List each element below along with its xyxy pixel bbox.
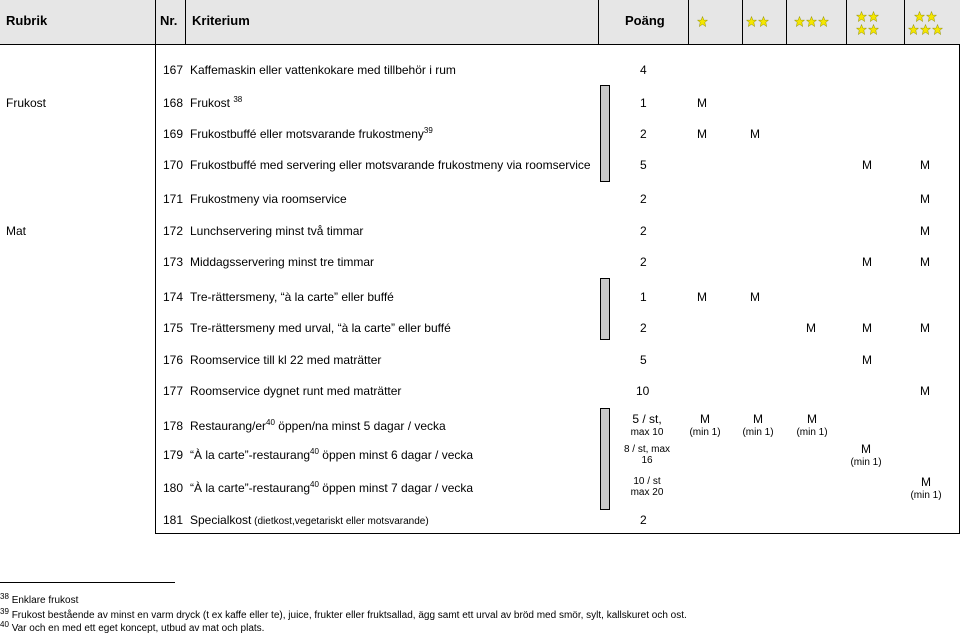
mark-m: M [861, 442, 871, 456]
row-text-main: “À la carte”-restaurang [190, 448, 311, 462]
points-line2: max 20 [630, 487, 664, 498]
mark-3star: M [862, 353, 872, 367]
footnote [0, 591, 78, 607]
mark-1star: M [697, 290, 707, 304]
row-text [190, 481, 473, 495]
row-nr: 169 [163, 127, 184, 141]
row-points: 2 [640, 255, 647, 269]
col-sep [846, 0, 847, 44]
row-points [612, 476, 682, 498]
mark-4star: M [920, 192, 930, 206]
row-nr: 167 [163, 63, 184, 77]
rubrik-mat: Mat [6, 224, 27, 238]
star-icon [746, 16, 757, 27]
star-icon [908, 24, 919, 35]
row-text [190, 96, 242, 110]
mark-m: M [753, 412, 763, 426]
mark-m: M [921, 475, 931, 489]
row-points: 1 [640, 96, 647, 110]
row-points: 2 [640, 224, 647, 238]
row-points [612, 444, 682, 466]
row-nr: 179 [163, 448, 184, 462]
row-points: 10 [636, 384, 650, 398]
mark-4star: M [920, 255, 930, 269]
row-text-rest: öppen minst 7 dagar / vecka [318, 481, 474, 495]
row-text: Frukostbuffé med servering eller motsvarande frukostmeny via roomservice [190, 158, 591, 172]
row-points: 5 [640, 158, 647, 172]
mark-2star: M [750, 290, 760, 304]
mark-1star: M [697, 96, 707, 110]
row-text-rest: öppen minst 6 dagar / vecka [318, 448, 474, 462]
mark-3star: M [862, 255, 872, 269]
col-sep [904, 0, 905, 44]
mark-4star: M [920, 224, 930, 238]
points-bar-restaurang [600, 408, 610, 510]
row-text: Roomservice till kl 22 med maträtter [190, 353, 382, 367]
col-sep [688, 0, 689, 44]
row-nr: 170 [163, 158, 184, 172]
points-line2: max 10 [630, 427, 664, 438]
row-text-main: “À la carte”-restaurang [190, 481, 311, 495]
points-line1: 5 / st, [632, 412, 662, 426]
row-points: 2 [640, 192, 647, 206]
mark-sub: (min 1) [796, 427, 828, 438]
footnote-ref: 40 [310, 480, 319, 489]
row-text-main: Restaurang/er [190, 419, 267, 433]
star-icon [758, 16, 769, 27]
row-text: Kaffemaskin eller vattenkokare med tillbehör i rum [190, 63, 456, 77]
col-sep [155, 44, 156, 534]
footnote-text: Enklare frukost [11, 595, 79, 606]
star-icon [926, 11, 937, 22]
star-icon [856, 24, 867, 35]
row-text-main: Frukostbuffé eller motsvarande frukostmeny [190, 127, 424, 141]
mark-sub: (min 1) [742, 427, 774, 438]
row-points: 4 [640, 63, 647, 77]
points-bar-menu [600, 278, 610, 340]
mark-2star-min [736, 413, 780, 439]
footnote-text: Var och en med ett eget koncept, utbud av mat och plats. [11, 623, 265, 634]
row-text-rest: öppen/na minst 5 dagar / vecka [274, 419, 446, 433]
row-nr: 175 [163, 321, 184, 335]
footnote-number: 40 [0, 620, 9, 629]
row-nr: 180 [163, 481, 184, 495]
col-sep [185, 0, 186, 44]
footnote-number: 39 [0, 607, 9, 616]
row-points: 2 [640, 321, 647, 335]
points-line2: 16 [641, 455, 653, 466]
mark-3star-min [790, 413, 834, 439]
row-text [190, 448, 473, 462]
mark-sub: (min 1) [850, 457, 882, 468]
mark-m: M [807, 412, 817, 426]
row-nr: 178 [163, 419, 184, 433]
mark-3star: M [862, 321, 872, 335]
header-nr: Nr. [160, 13, 178, 28]
row-text-main: Specialkost [190, 513, 252, 527]
mark-sub: (min 1) [910, 490, 942, 501]
header-kriterium: Kriterium [192, 13, 250, 28]
header-rubrik: Rubrik [6, 13, 48, 28]
row-text: Middagsservering minst tre timmar [190, 255, 375, 269]
points-line1: 8 / st, max [623, 444, 671, 455]
row-nr: 172 [163, 224, 184, 238]
row-nr: 173 [163, 255, 184, 269]
mark-5star-min [904, 476, 948, 502]
col-sep [155, 0, 156, 44]
col-sep [786, 0, 787, 44]
row-nr: 181 [163, 513, 184, 527]
mark-4star: M [920, 158, 930, 172]
row-text: Lunchservering minst två timmar [190, 224, 364, 238]
star-icon [697, 16, 708, 27]
mark-m: M [700, 412, 710, 426]
star-icon [932, 24, 943, 35]
footnote-ref: 40 [310, 447, 319, 456]
footnote-ref: 40 [266, 418, 275, 427]
header-poang: Poäng [625, 13, 665, 28]
footnote-number: 38 [0, 592, 9, 601]
row-text: Tre-rättersmeny med urval, “à la carte” eller buffé [190, 321, 451, 335]
row-nr: 176 [163, 353, 184, 367]
row-points: 1 [640, 290, 647, 304]
row-points: 2 [640, 127, 647, 141]
row-nr: 171 [163, 192, 184, 206]
mark-sub: (min 1) [689, 427, 721, 438]
row-points: 5 [640, 353, 647, 367]
footnote-ref: 38 [233, 95, 243, 104]
star-icon [914, 11, 925, 22]
star-icon [806, 16, 817, 27]
row-text-note: (dietkost,vegetariskt eller motsvarande) [251, 516, 429, 527]
points-bar-frukost [600, 85, 610, 182]
mark-1star: M [697, 127, 707, 141]
row-points [618, 413, 676, 439]
mark-4star: M [920, 384, 930, 398]
star-icon [920, 24, 931, 35]
mark-4star-min [844, 443, 888, 469]
mark-2star: M [806, 321, 816, 335]
star-icon [868, 11, 879, 22]
mark-2star: M [750, 127, 760, 141]
star-icon [794, 16, 805, 27]
row-points: 2 [640, 513, 647, 527]
star-icon [856, 11, 867, 22]
row-text [190, 419, 446, 433]
table-bottom [155, 533, 960, 534]
col-sep [742, 0, 743, 44]
row-nr: 177 [163, 384, 184, 398]
star-icon [818, 16, 829, 27]
row-nr: 174 [163, 290, 184, 304]
row-nr: 168 [163, 96, 184, 110]
rubrik-frukost: Frukost [6, 96, 47, 110]
mark-1star-min [683, 413, 727, 439]
row-text [190, 127, 433, 141]
row-text: Frukostmeny via roomservice [190, 192, 347, 206]
row-text: Roomservice dygnet runt med maträtter [190, 384, 402, 398]
footnote-ref: 39 [423, 126, 433, 135]
col-sep [598, 0, 599, 44]
row-text-main: Frukost [190, 96, 231, 110]
row-text [190, 513, 429, 529]
footnote-text: Frukost bestående av minst en varm dryck (t ex kaffe eller te), juice, frukter eller fruktsallad, ägg samt ett urval av bröd med smör, sylt, kallskuret och ost. [11, 610, 687, 621]
points-line1: 10 / st [633, 476, 661, 487]
footnote-separator [0, 582, 175, 583]
mark-4star: M [920, 321, 930, 335]
mark-3star: M [862, 158, 872, 172]
row-text: Tre-rättersmeny, “à la carte” eller buffé [190, 290, 394, 304]
star-icon [868, 24, 879, 35]
